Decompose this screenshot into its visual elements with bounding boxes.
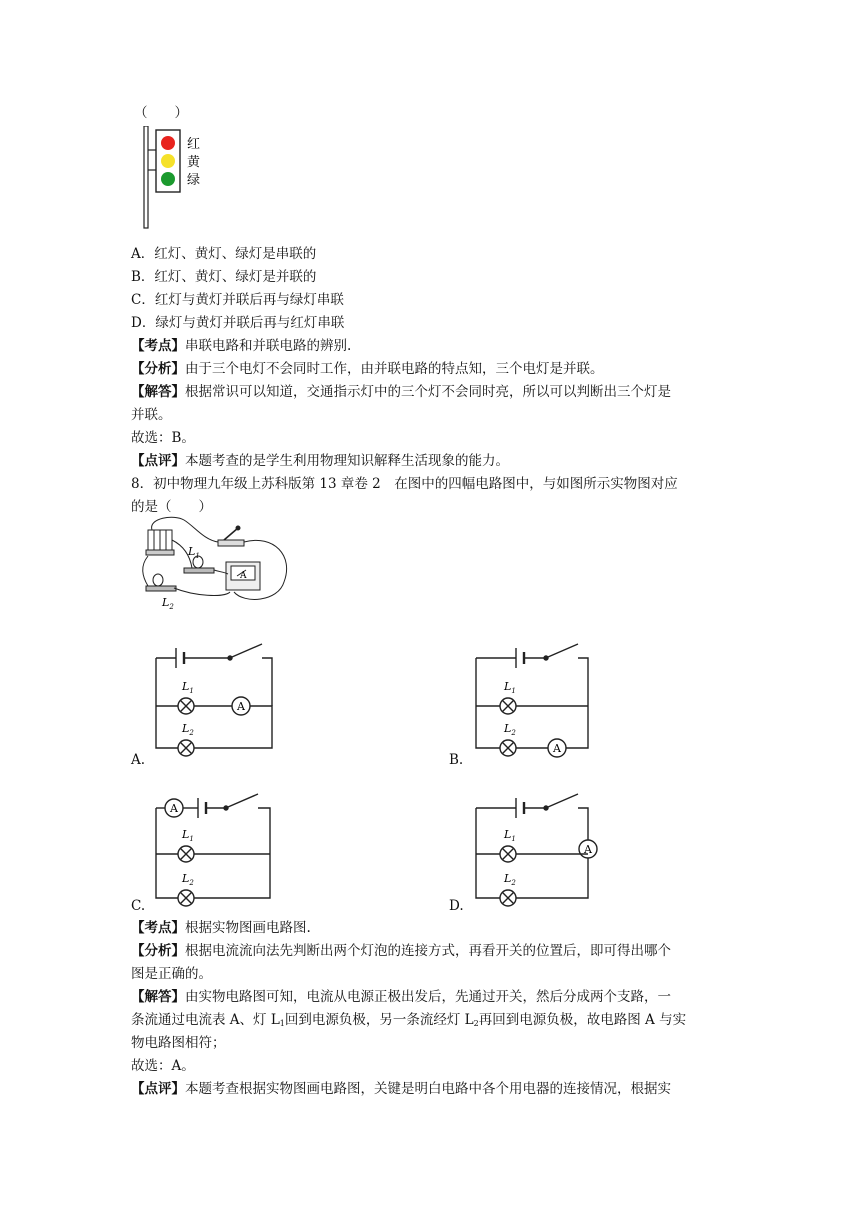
svg-text:A: A — [170, 802, 178, 815]
q8-answer: 故选：A。 — [131, 1058, 195, 1074]
circuit-a — [150, 640, 280, 770]
green-label: 绿 — [187, 173, 201, 188]
svg-text:L1: $L_1$ — [182, 828, 194, 843]
q7-kaodian: 【考点】串联电路和并联电路的辨别. — [131, 338, 352, 354]
q7-jieda-cont: 并联。 — [131, 407, 172, 423]
physical-circuit-figure — [134, 516, 294, 610]
option-c-letter: C. — [131, 898, 146, 914]
traffic-light-pole — [144, 126, 148, 228]
svg-text:L2: $L_2$ — [182, 872, 194, 887]
option-c: C．红灯与黄灯并联后再与绿灯串联 — [131, 292, 344, 308]
bulb-l2-icon — [153, 574, 163, 586]
svg-text:L2: $L_2$ — [504, 722, 516, 737]
q7-jieda: 【解答】根据常识可以知道，交通指示灯中的三个灯不会同时亮，所以可以判断出三个灯是 — [131, 384, 671, 400]
svg-text:L1: $L_1$ — [504, 680, 516, 695]
svg-text:L2: $L_2$ — [504, 872, 516, 887]
svg-text:L2: $L_2$ — [182, 722, 194, 737]
q7-dianping: 【点评】本题考查的是学生利用物理知识解释生活现象的能力。 — [131, 453, 509, 469]
q7-answer: 故选：B。 — [131, 430, 195, 446]
knife-switch-icon — [218, 540, 244, 546]
option-b-letter: B. — [449, 752, 464, 768]
option-d: D．绿灯与黄灯并联后再与红灯串联 — [131, 315, 345, 331]
green-light — [161, 172, 175, 186]
option-d-letter: D. — [449, 898, 464, 914]
q8-jieda: 【解答】由实物电路图可知，电流从电源正极出发后，先通过开关，然后分成两个支路，一 — [131, 989, 671, 1005]
yellow-light — [161, 154, 175, 168]
q8-fenxi-cont: 图是正确的。 — [131, 966, 212, 982]
q8-title: 8．初中物理九年级上苏科版第 13 章卷 2 在图中的四幅电路图中，与如图所示实物图对应 — [131, 476, 678, 492]
q8-kaodian: 【考点】根据实物图画电路图. — [131, 920, 311, 936]
q7-fenxi: 【分析】由于三个电灯不会同时工作，由并联电路的特点知，三个电灯是并联。 — [131, 361, 604, 377]
svg-text:A: A — [553, 742, 561, 755]
traffic-light-figure — [136, 126, 216, 230]
red-label: 红 — [187, 137, 201, 152]
q8-fenxi: 【分析】根据电流流向法先判断出两个灯泡的连接方式，再看开关的位置后，即可得出哪个 — [131, 943, 671, 959]
yellow-label: 黄 — [187, 155, 201, 170]
svg-text:A: A — [237, 700, 245, 713]
svg-text:L1: $L_1$ — [504, 828, 516, 843]
circuit-d — [470, 788, 610, 918]
svg-text:L1: $L_1$ — [182, 680, 194, 695]
q8-jieda-end: 物电路图相符； — [131, 1035, 226, 1051]
circuit-b — [470, 640, 600, 770]
option-a: A．红灯、黄灯、绿灯是串联的 — [131, 246, 317, 262]
red-light — [161, 136, 175, 150]
answer-blank: （ ） — [134, 105, 188, 121]
option-b: B．红灯、黄灯、绿灯是并联的 — [131, 269, 317, 285]
q8-title-cont: 的是（ ） — [131, 499, 212, 515]
q8-dianping: 【点评】本题考查根据实物图画电路图，关键是明白电路中各个用电器的连接情况，根据实 — [131, 1081, 671, 1097]
option-a-letter: A. — [131, 752, 146, 768]
photo-l1-label: $L_1$ — [188, 545, 200, 560]
photo-ammeter-label: A — [240, 571, 247, 581]
q8-jieda-cont: 条流通过电流表 A、灯 $L_1$回到电源负极，另一条流经灯 $L_2$再回到电源负极，故电路图 A 与实 — [131, 1012, 687, 1028]
svg-text:A: A — [584, 843, 592, 856]
photo-l2-label: $L_2$ — [162, 596, 174, 610]
circuit-c — [150, 788, 280, 918]
